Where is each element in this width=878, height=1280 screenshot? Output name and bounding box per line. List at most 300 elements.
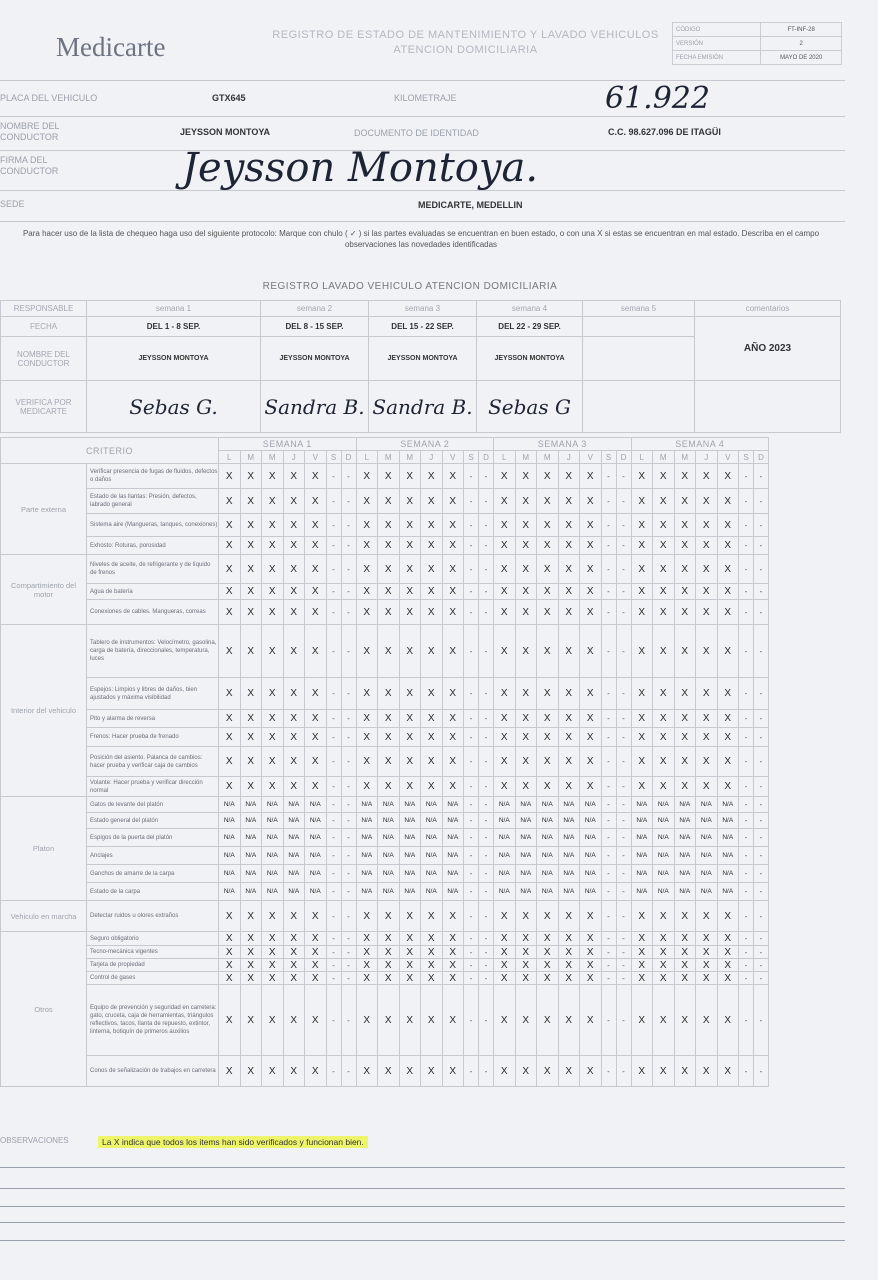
check-mark: X [537, 555, 559, 584]
na-mark: N/A [378, 883, 400, 901]
check-mark: X [399, 555, 421, 584]
dash-mark: - [601, 959, 616, 972]
dash-mark: - [754, 813, 769, 829]
check-mark: X [219, 710, 241, 728]
dash-mark: - [479, 600, 494, 625]
check-mark: X [378, 489, 400, 514]
check-mark: X [717, 972, 739, 985]
dash-mark: - [616, 946, 631, 959]
criterion-text: Exhosto: Roturas, porosidad [87, 537, 219, 555]
check-mark: X [631, 777, 653, 797]
check-mark: X [399, 932, 421, 946]
dash-mark: - [601, 600, 616, 625]
check-mark: X [442, 901, 464, 932]
dash-mark: - [464, 464, 479, 489]
check-mark: X [717, 514, 739, 537]
dash-mark: - [464, 883, 479, 901]
dash-mark: - [739, 514, 754, 537]
dash-mark: - [479, 489, 494, 514]
day-header: D [341, 451, 356, 464]
dash-mark: - [739, 678, 754, 710]
check-mark: X [494, 710, 516, 728]
dash-mark: - [739, 847, 754, 865]
check-mark: X [283, 625, 305, 678]
dash-mark: - [341, 972, 356, 985]
check-mark: X [717, 678, 739, 710]
dash-mark: - [754, 1056, 769, 1087]
dash-mark: - [479, 464, 494, 489]
checklist-row [1, 625, 769, 678]
dash-mark: - [464, 555, 479, 584]
check-mark: X [631, 901, 653, 932]
signature-label: FIRMA DEL CONDUCTOR [0, 155, 59, 176]
check-mark: X [696, 464, 718, 489]
check-mark: X [674, 710, 696, 728]
dash-mark: - [341, 985, 356, 1056]
km-label: KILOMETRAJE [394, 93, 457, 103]
day-header: D [479, 451, 494, 464]
check-mark: X [283, 710, 305, 728]
dash-mark: - [326, 728, 341, 747]
dash-mark: - [739, 901, 754, 932]
dash-mark: - [479, 710, 494, 728]
check-mark: X [631, 985, 653, 1056]
dash-mark: - [464, 901, 479, 932]
check-mark: X [580, 777, 602, 797]
check-mark: X [674, 584, 696, 600]
check-mark: X [356, 959, 378, 972]
check-mark: X [537, 747, 559, 777]
driver-label: NOMBRE DEL CONDUCTOR [0, 121, 60, 142]
check-mark: X [421, 584, 443, 600]
plate-row [0, 80, 845, 117]
check-mark: X [674, 555, 696, 584]
check-mark: X [399, 946, 421, 959]
na-mark: N/A [399, 797, 421, 813]
dash-mark: - [326, 883, 341, 901]
check-mark: X [240, 747, 262, 777]
check-mark: X [515, 985, 537, 1056]
check-mark: X [378, 959, 400, 972]
na-mark: N/A [537, 883, 559, 901]
check-mark: X [631, 584, 653, 600]
na-mark: N/A [356, 847, 378, 865]
na-mark: N/A [537, 865, 559, 883]
check-mark: X [305, 555, 327, 584]
check-mark: X [717, 625, 739, 678]
dash-mark: - [464, 932, 479, 946]
form-header [0, 18, 845, 74]
check-mark: X [421, 959, 443, 972]
check-mark: X [515, 584, 537, 600]
check-mark: X [356, 489, 378, 514]
dash-mark: - [341, 537, 356, 555]
check-mark: X [674, 600, 696, 625]
criterion-text: Conexiones de cables. Mangueras, correas [87, 600, 219, 625]
check-mark: X [219, 584, 241, 600]
check-mark: X [696, 985, 718, 1056]
na-mark: N/A [717, 813, 739, 829]
na-mark: N/A [653, 813, 675, 829]
check-mark: X [558, 747, 580, 777]
check-mark: X [696, 537, 718, 555]
dash-mark: - [479, 985, 494, 1056]
dash-mark: - [754, 932, 769, 946]
category-label: Vehiculo en marcha [1, 901, 87, 932]
dash-mark: - [479, 728, 494, 747]
observation-line [0, 1206, 845, 1207]
dash-mark: - [464, 959, 479, 972]
criterion-text: Pito y alarma de reversa [87, 710, 219, 728]
na-mark: N/A [240, 847, 262, 865]
dash-mark: - [601, 555, 616, 584]
na-mark: N/A [356, 829, 378, 847]
check-mark: X [262, 537, 284, 555]
check-mark: X [558, 625, 580, 678]
na-mark: N/A [219, 813, 241, 829]
check-mark: X [240, 555, 262, 584]
dash-mark: - [754, 946, 769, 959]
check-mark: X [378, 710, 400, 728]
meta-label: FECHA EMISIÓN [673, 51, 761, 65]
check-mark: X [305, 901, 327, 932]
check-mark: X [421, 600, 443, 625]
na-mark: N/A [537, 829, 559, 847]
check-mark: X [653, 932, 675, 946]
check-mark: X [494, 747, 516, 777]
week-driver: JEYSSON MONTOYA [477, 337, 583, 381]
na-mark: N/A [378, 829, 400, 847]
check-mark: X [399, 514, 421, 537]
check-mark: X [537, 1056, 559, 1087]
dash-mark: - [754, 600, 769, 625]
dash-mark: - [341, 710, 356, 728]
check-mark: X [283, 728, 305, 747]
dash-mark: - [601, 883, 616, 901]
check-mark: X [283, 537, 305, 555]
check-mark: X [674, 464, 696, 489]
na-mark: N/A [240, 865, 262, 883]
check-mark: X [674, 489, 696, 514]
checklist-row [1, 514, 769, 537]
check-mark: X [305, 747, 327, 777]
dash-mark: - [754, 537, 769, 555]
check-mark: X [219, 959, 241, 972]
week-header: SEMANA 1 [219, 438, 357, 451]
check-mark: X [356, 464, 378, 489]
check-mark: X [240, 959, 262, 972]
check-mark: X [717, 959, 739, 972]
check-mark: X [219, 932, 241, 946]
check-mark: X [494, 901, 516, 932]
dash-mark: - [341, 777, 356, 797]
checklist-row [1, 865, 769, 883]
check-mark: X [442, 747, 464, 777]
na-mark: N/A [717, 883, 739, 901]
check-mark: X [442, 537, 464, 555]
na-mark: N/A [515, 813, 537, 829]
dash-mark: - [326, 829, 341, 847]
check-mark: X [262, 464, 284, 489]
check-mark: X [283, 464, 305, 489]
check-mark: X [378, 777, 400, 797]
dash-mark: - [739, 710, 754, 728]
dash-mark: - [464, 747, 479, 777]
check-mark: X [631, 932, 653, 946]
dash-mark: - [754, 985, 769, 1056]
check-mark: X [696, 600, 718, 625]
dash-mark: - [601, 728, 616, 747]
criterion-text: Seguro obligatorio [87, 932, 219, 946]
na-mark: N/A [631, 797, 653, 813]
check-mark: X [305, 777, 327, 797]
check-mark: X [537, 932, 559, 946]
check-mark: X [674, 747, 696, 777]
meta-label: VERSIÓN [673, 37, 761, 51]
dash-mark: - [601, 489, 616, 514]
check-mark: X [558, 514, 580, 537]
check-mark: X [580, 1056, 602, 1087]
dash-mark: - [601, 710, 616, 728]
checklist-row [1, 972, 769, 985]
day-header: J [696, 451, 718, 464]
dash-mark: - [341, 797, 356, 813]
dash-mark: - [739, 600, 754, 625]
check-mark: X [356, 932, 378, 946]
check-mark: X [442, 678, 464, 710]
check-mark: X [378, 625, 400, 678]
dash-mark: - [601, 625, 616, 678]
check-mark: X [240, 489, 262, 514]
na-mark: N/A [558, 813, 580, 829]
dash-mark: - [341, 600, 356, 625]
checklist-row [1, 489, 769, 514]
na-mark: N/A [674, 813, 696, 829]
week-driver [583, 337, 695, 381]
dash-mark: - [601, 678, 616, 710]
day-header: V [442, 451, 464, 464]
check-mark: X [515, 777, 537, 797]
check-mark: X [262, 972, 284, 985]
check-mark: X [356, 678, 378, 710]
week-name: semana 3 [369, 301, 477, 317]
check-mark: X [717, 946, 739, 959]
na-mark: N/A [494, 829, 516, 847]
na-mark: N/A [305, 847, 327, 865]
dash-mark: - [601, 797, 616, 813]
check-mark: X [537, 600, 559, 625]
check-mark: X [356, 584, 378, 600]
na-mark: N/A [653, 847, 675, 865]
check-mark: X [696, 555, 718, 584]
check-mark: X [283, 678, 305, 710]
dash-mark: - [754, 584, 769, 600]
check-mark: X [305, 985, 327, 1056]
check-mark: X [537, 777, 559, 797]
na-mark: N/A [717, 847, 739, 865]
check-mark: X [580, 728, 602, 747]
na-mark: N/A [537, 813, 559, 829]
observation-line [0, 1222, 845, 1223]
criterion-text: Tarjeta de propiedad [87, 959, 219, 972]
dash-mark: - [601, 865, 616, 883]
dash-mark: - [739, 584, 754, 600]
check-mark: X [283, 972, 305, 985]
check-mark: X [580, 584, 602, 600]
check-mark: X [717, 537, 739, 555]
dash-mark: - [739, 883, 754, 901]
dash-mark: - [326, 584, 341, 600]
check-mark: X [674, 777, 696, 797]
dash-mark: - [601, 747, 616, 777]
check-mark: X [653, 464, 675, 489]
dash-mark: - [464, 946, 479, 959]
check-mark: X [717, 584, 739, 600]
dash-mark: - [601, 813, 616, 829]
check-mark: X [515, 710, 537, 728]
dash-mark: - [754, 901, 769, 932]
dash-mark: - [341, 847, 356, 865]
na-mark: N/A [631, 813, 653, 829]
criterion-text: Espejos: Limpios y libres de daños, bien ajustados y máxima visibilidad [87, 678, 219, 710]
dash-mark: - [754, 710, 769, 728]
check-mark: X [356, 537, 378, 555]
na-mark: N/A [356, 813, 378, 829]
dash-mark: - [601, 901, 616, 932]
check-mark: X [378, 901, 400, 932]
dash-mark: - [326, 1056, 341, 1087]
na-mark: N/A [537, 797, 559, 813]
check-mark: X [717, 1056, 739, 1087]
check-mark: X [537, 625, 559, 678]
check-mark: X [219, 747, 241, 777]
criterion-text: Sistema aire (Mangueras, tanques, conexiones) [87, 514, 219, 537]
check-mark: X [262, 584, 284, 600]
dash-mark: - [479, 829, 494, 847]
check-mark: X [356, 728, 378, 747]
check-mark: X [240, 537, 262, 555]
day-header: M [653, 451, 675, 464]
na-mark: N/A [262, 813, 284, 829]
check-mark: X [378, 985, 400, 1056]
check-mark: X [262, 777, 284, 797]
dash-mark: - [326, 489, 341, 514]
check-mark: X [558, 932, 580, 946]
category-label: Interior del vehiculo [1, 625, 87, 797]
dash-mark: - [326, 514, 341, 537]
meta-value: FT-INF-28 [761, 23, 842, 37]
dash-mark: - [601, 972, 616, 985]
check-mark: X [442, 946, 464, 959]
check-mark: X [378, 537, 400, 555]
check-mark: X [442, 959, 464, 972]
check-mark: X [378, 678, 400, 710]
check-mark: X [399, 678, 421, 710]
na-mark: N/A [378, 797, 400, 813]
criterion-text: Estado de las llantas: Presión, defectos, labrado general [87, 489, 219, 514]
check-mark: X [378, 600, 400, 625]
check-mark: X [219, 514, 241, 537]
na-mark: N/A [240, 883, 262, 901]
check-mark: X [515, 537, 537, 555]
dash-mark: - [326, 625, 341, 678]
na-mark: N/A [240, 829, 262, 847]
check-mark: X [515, 1056, 537, 1087]
check-mark: X [421, 901, 443, 932]
check-mark: X [537, 489, 559, 514]
day-header: L [631, 451, 653, 464]
check-mark: X [399, 901, 421, 932]
dash-mark: - [739, 625, 754, 678]
na-mark: N/A [305, 829, 327, 847]
na-mark: N/A [631, 829, 653, 847]
na-mark: N/A [558, 829, 580, 847]
na-mark: N/A [305, 883, 327, 901]
check-mark: X [696, 959, 718, 972]
check-mark: X [515, 555, 537, 584]
check-mark: X [653, 625, 675, 678]
check-mark: X [674, 1056, 696, 1087]
check-mark: X [696, 584, 718, 600]
check-mark: X [262, 959, 284, 972]
dash-mark: - [326, 537, 341, 555]
dash-mark: - [601, 829, 616, 847]
dash-mark: - [754, 514, 769, 537]
dash-mark: - [616, 985, 631, 1056]
na-mark: N/A [262, 797, 284, 813]
criterion-header: CRITERIO [1, 438, 219, 464]
checklist-row [1, 883, 769, 901]
dash-mark: - [341, 747, 356, 777]
check-mark: X [515, 600, 537, 625]
check-mark: X [378, 584, 400, 600]
check-mark: X [421, 464, 443, 489]
check-mark: X [442, 1056, 464, 1087]
criterion-text: Estado general del platón [87, 813, 219, 829]
na-mark: N/A [399, 829, 421, 847]
dash-mark: - [326, 797, 341, 813]
na-mark: N/A [717, 829, 739, 847]
check-mark: X [537, 728, 559, 747]
check-mark: X [558, 959, 580, 972]
week-date [583, 317, 695, 337]
criterion-text: Anclajes [87, 847, 219, 865]
check-mark: X [240, 946, 262, 959]
check-mark: X [442, 985, 464, 1056]
check-mark: X [305, 600, 327, 625]
dash-mark: - [326, 985, 341, 1056]
check-mark: X [674, 537, 696, 555]
check-mark: X [399, 1056, 421, 1087]
check-mark: X [717, 710, 739, 728]
check-mark: X [558, 985, 580, 1056]
dash-mark: - [479, 847, 494, 865]
check-mark: X [494, 959, 516, 972]
check-mark: X [717, 464, 739, 489]
na-mark: N/A [653, 865, 675, 883]
check-mark: X [240, 600, 262, 625]
check-mark: X [494, 555, 516, 584]
check-mark: X [442, 489, 464, 514]
check-mark: X [515, 901, 537, 932]
meta-value: 2 [761, 37, 842, 51]
day-header: S [601, 451, 616, 464]
dash-mark: - [464, 489, 479, 514]
dash-mark: - [616, 883, 631, 901]
day-header: D [616, 451, 631, 464]
dash-mark: - [479, 813, 494, 829]
checklist-row [1, 985, 769, 1056]
